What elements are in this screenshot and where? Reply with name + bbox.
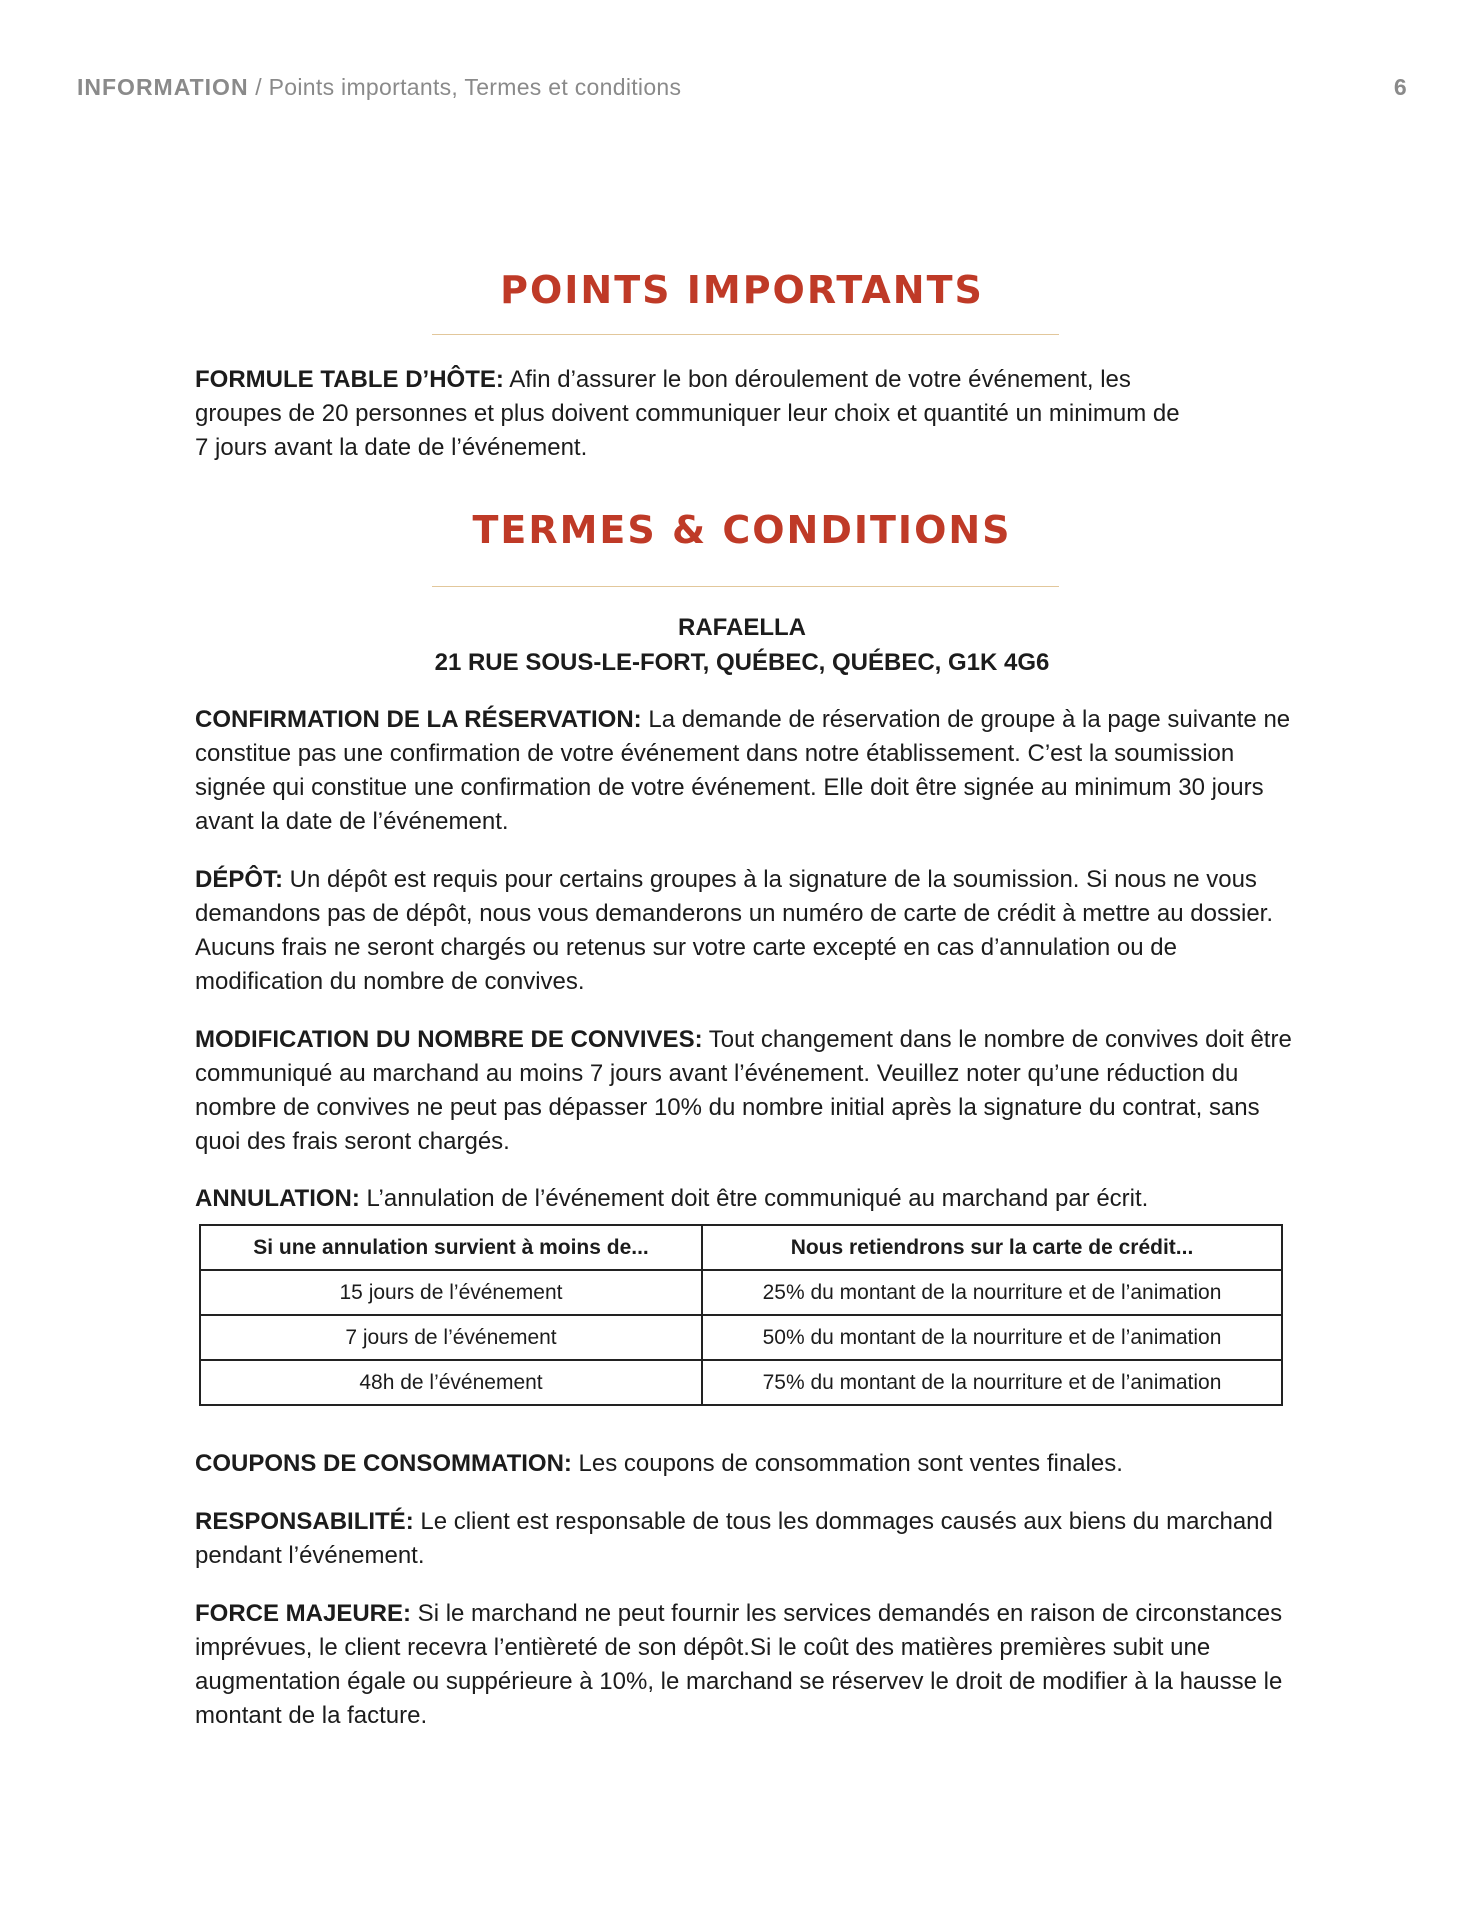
- table-header-cell: Si une annulation survient à moins de...: [200, 1225, 702, 1270]
- table-row: [200, 1360, 1282, 1405]
- force-majeure-label: FORCE MAJEURE:: [195, 1600, 412, 1627]
- table-cell: 75% du montant de la nourriture et de l’animation: [702, 1360, 1282, 1405]
- termes-conditions-divider: [432, 586, 1059, 587]
- confirmation-paragraph: [195, 703, 1295, 839]
- header-section: INFORMATION: [77, 74, 249, 100]
- responsabilite-text: Le client est responsable de tous les dommages causés aux biens du marchand pendant l’événement.: [195, 1508, 1273, 1569]
- header-separator: /: [248, 74, 269, 100]
- formule-text: Afin d’assurer le bon déroulement de votre événement, les groupes de 20 personnes et plus doivent communiquer leur choix et quantité un minimum de 7 jours avant la date de l’événement.: [195, 366, 1180, 461]
- cancellation-table: [199, 1224, 1283, 1406]
- depot-paragraph: [195, 863, 1295, 999]
- table-header-row: [200, 1225, 1282, 1270]
- responsabilite-paragraph: [195, 1505, 1295, 1573]
- points-importants-title: POINTS IMPORTANTS: [500, 268, 984, 312]
- table-cell: 25% du montant de la nourriture et de l’animation: [702, 1270, 1282, 1315]
- coupons-text: Les coupons de consommation sont ventes finales.: [571, 1450, 1123, 1477]
- responsabilite-label: RESPONSABILITÉ:: [195, 1508, 414, 1535]
- coupons-label: COUPONS DE CONSOMMATION:: [195, 1450, 572, 1477]
- annulation-text: L’annulation de l’événement doit être communiqué au marchand par écrit.: [359, 1185, 1149, 1212]
- table-cell: 15 jours de l’événement: [200, 1270, 702, 1315]
- table-row: [200, 1270, 1282, 1315]
- points-importants-divider: [432, 334, 1059, 335]
- coupons-paragraph: [195, 1447, 1295, 1481]
- force-majeure-text: Si le marchand ne peut fournir les services demandés en raison de circonstances imprévues, le client recevra l’entièreté de son dépôt.Si le coût des matières premières subit une augmentation égale ou suppérieure à 10%, le marchand se réservev le droit de modifier à la hausse le montant de la facture.: [195, 1600, 1283, 1729]
- annulation-paragraph: [195, 1182, 1295, 1216]
- page-number: 6: [1393, 74, 1407, 100]
- confirmation-label: CONFIRMATION DE LA RÉSERVATION:: [195, 706, 642, 733]
- venue-block: [0, 610, 1484, 680]
- table-cell: 7 jours de l’événement: [200, 1315, 702, 1360]
- termes-conditions-title: TERMES & CONDITIONS: [472, 508, 1012, 552]
- table-header-cell: Nous retiendrons sur la carte de crédit...: [702, 1225, 1282, 1270]
- formule-label: FORMULE TABLE D’HÔTE:: [195, 366, 504, 393]
- header-subtitle: Points importants, Termes et conditions: [268, 74, 682, 100]
- venue-address: 21 RUE SOUS-LE-FORT, QUÉBEC, QUÉBEC, G1K 4G6: [434, 649, 1050, 676]
- page-header: [77, 74, 1407, 101]
- annulation-label: ANNULATION:: [195, 1185, 360, 1212]
- force-majeure-paragraph: [195, 1597, 1295, 1733]
- modification-text: Tout changement dans le nombre de convives doit être communiqué au marchand au moins 7 jours avant l’événement. Veuillez noter qu’une réduction du nombre de convives ne peut pas dépasser 10% du nombre initial après la signature du contrat, sans quoi des frais seront chargés.: [195, 1026, 1292, 1155]
- formule-paragraph: [195, 363, 1195, 465]
- confirmation-text: La demande de réservation de groupe à la page suivante ne constitue pas une confirmation de votre événement dans notre établissement. C’est la soumission signée qui constitue une confirmation de votre événement. Elle doit être signée au minimum 30 jours avant la date de l’événement.: [195, 706, 1291, 835]
- modification-label: MODIFICATION DU NOMBRE DE CONVIVES:: [195, 1026, 703, 1053]
- table-cell: 50% du montant de la nourriture et de l’animation: [702, 1315, 1282, 1360]
- depot-text: Un dépôt est requis pour certains groupes à la signature de la soumission. Si nous ne vous demandons pas de dépôt, nous vous demanderons un numéro de carte de crédit à mettre au dossier. Aucuns frais ne seront chargés ou retenus sur votre carte excepté en cas d’annulation ou de modification du nombre de convives.: [195, 866, 1274, 995]
- depot-label: DÉPÔT:: [195, 866, 284, 893]
- modification-paragraph: [195, 1023, 1295, 1159]
- table-row: [200, 1315, 1282, 1360]
- venue-name: RAFAELLA: [678, 614, 806, 641]
- table-cell: 48h de l’événement: [200, 1360, 702, 1405]
